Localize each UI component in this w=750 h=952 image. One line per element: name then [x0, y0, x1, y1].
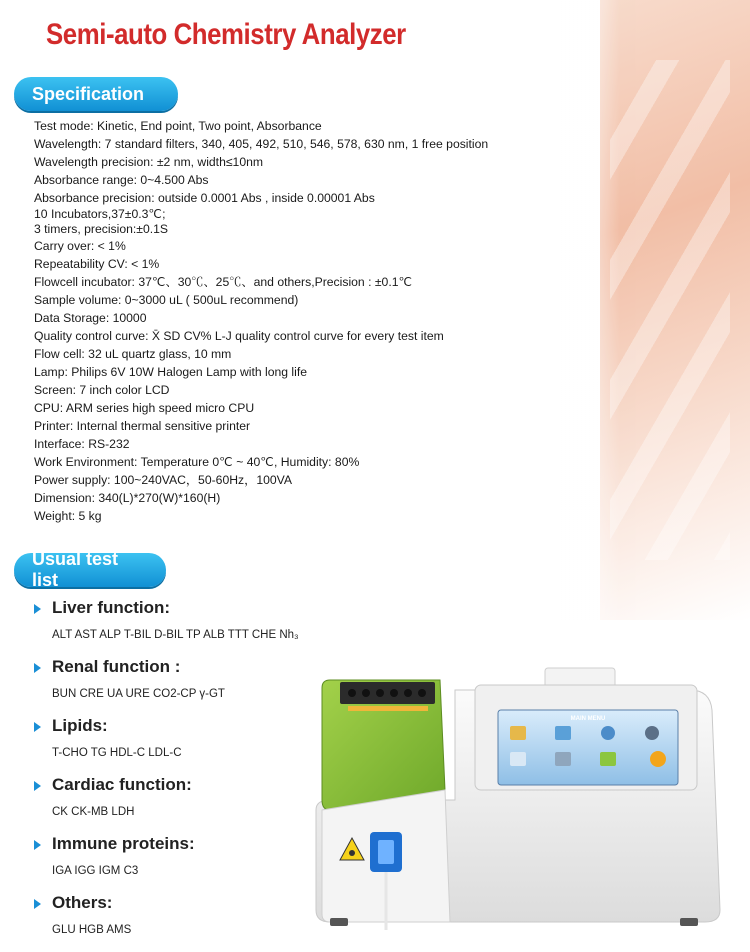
spec-line: 3 timers, precision:±0.1S: [34, 222, 169, 236]
spec-line: Flow cell: 32 uL quartz glass, 10 mm: [34, 347, 232, 361]
spec-line: Test mode: Kinetic, End point, Two point, Absorbance: [34, 119, 322, 133]
spec-line: Quality control curve: X̄ SD CV% L-J quality control curve for every test item: [34, 329, 444, 343]
category-items: T-CHO TG HDL-C LDL-C: [52, 747, 182, 759]
category-items: GLU HGB AMS: [52, 924, 132, 936]
spec-line: Data Storage: 10000: [34, 311, 147, 325]
spec-line: Flowcell incubator: 37℃、30℃、25℃、and others,Precision : ±0.1℃: [34, 275, 413, 289]
test-category: [34, 598, 354, 657]
usual-test-list-header: Usual test list: [14, 553, 166, 587]
triangle-bullet-icon: [34, 604, 41, 614]
spec-line: Lamp: Philips 6V 10W Halogen Lamp with long life: [34, 365, 308, 379]
spec-line: Carry over: < 1%: [34, 239, 126, 253]
inlet-window: [378, 840, 394, 864]
category-items: CK CK-MB LDH: [52, 806, 135, 818]
category-heading: Liver function:: [52, 598, 171, 617]
spec-line: 10 Incubators,37±0.3℃;: [34, 207, 166, 221]
category-items: ALT AST ALP T-BIL D-BIL TP ALB TTT CHE Nh₃: [52, 629, 299, 641]
triangle-bullet-icon: [34, 722, 41, 732]
spec-line: Power supply: 100~240VAC，50-60Hz，100VA: [34, 473, 293, 487]
timer-strip: [348, 706, 428, 711]
spec-line: Absorbance range: 0~4.500 Abs: [34, 173, 209, 187]
triangle-bullet-icon: [34, 663, 41, 673]
page-title: Semi-auto Chemistry Analyzer: [46, 18, 406, 51]
triangle-bullet-icon: [34, 840, 41, 850]
spec-line: CPU: ARM series high speed micro CPU: [34, 401, 255, 415]
screen-title: MAIN MENU: [570, 716, 606, 722]
category-heading: Renal function :: [52, 657, 181, 676]
category-heading: Others:: [52, 893, 113, 912]
specification-header: Specification: [14, 77, 178, 111]
spec-line: Repeatability CV: < 1%: [34, 257, 160, 271]
spec-line: Weight: 5 kg: [34, 509, 102, 523]
category-heading: Immune proteins:: [52, 834, 195, 853]
spec-line: Wavelength: 7 standard filters, 340, 405, 492, 510, 546, 578, 630 nm, 1 free position: [34, 137, 489, 151]
specification-list: [34, 117, 614, 525]
triangle-bullet-icon: [34, 781, 41, 791]
spec-line: Interface: RS-232: [34, 437, 130, 451]
spec-line: Screen: 7 inch color LCD: [34, 383, 170, 397]
triangle-bullet-icon: [34, 899, 41, 909]
category-heading: Lipids:: [52, 716, 108, 735]
spec-line: Wavelength precision: ±2 nm, width≤10nm: [34, 155, 264, 169]
spec-line: Absorbance precision: outside 0.0001 Abs , inside 0.00001 Abs: [34, 191, 375, 205]
spec-line: Sample volume: 0~3000 uL ( 500uL recommend): [34, 293, 299, 307]
spec-line: Dimension: 340(L)*270(W)*160(H): [34, 491, 221, 505]
spec-line: Work Environment: Temperature 0℃ ~ 40℃, Humidity: 80%: [34, 455, 360, 469]
category-heading: Cardiac function:: [52, 775, 192, 794]
category-items: IGA IGG IGM C3: [52, 865, 139, 877]
category-items: BUN CRE UA URE CO2-CP γ-GT: [52, 688, 225, 700]
analyzer-device-illustration: [300, 660, 730, 930]
background-stripes: [610, 60, 730, 560]
spec-line: Printer: Internal thermal sensitive printer: [34, 419, 251, 433]
